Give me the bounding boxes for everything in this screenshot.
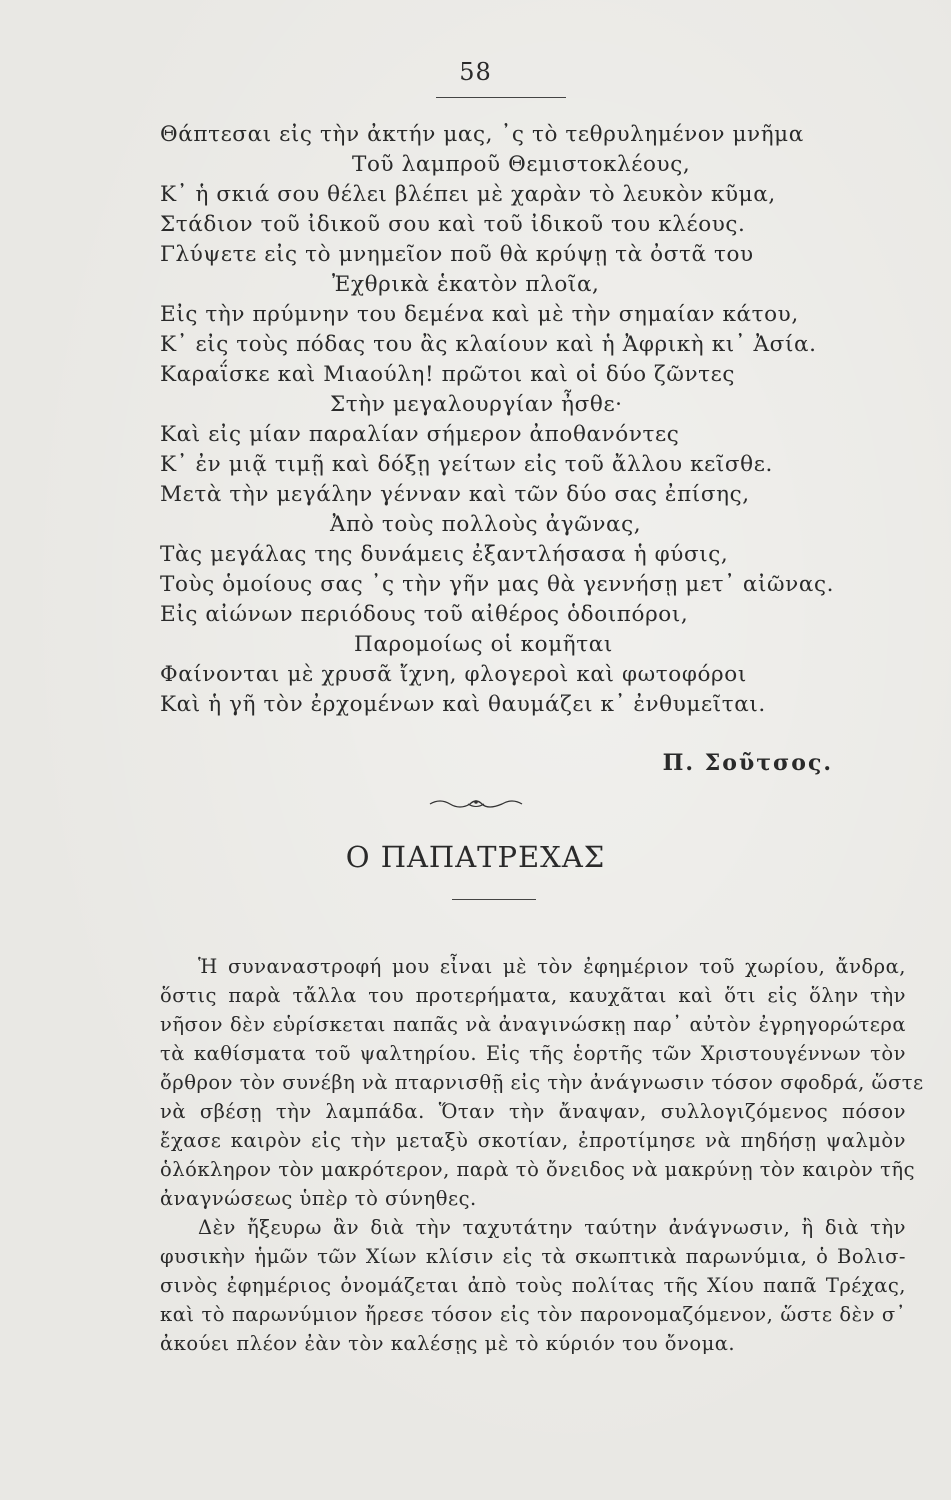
text-line: ἀκούει πλέον ἐὰν τὸν καλέσῃς μὲ τὸ κύριόν του ὄνομα. [160,1332,736,1355]
poem-line: Ἀπὸ τοὺς πολλοὺς ἀγῶνας, [330,512,642,537]
text-line: Δὲν ἤξευρω ἂν διὰ τὴν ταχυτάτην ταύτην ἀνάγνωσιν, ἢ διὰ τὴν [198,1216,906,1239]
story-title: Ο ΠΑΠΑΤΡΕΧΑΣ [345,840,606,874]
paragraph [160,952,924,1213]
poem-line: Κ᾽ εἰς τοὺς πόδας του ἂς κλαίουν καὶ ἡ Ἀφρικὴ κι᾽ Ἀσία. [160,332,817,357]
poem-line: Γλύψετε εἰς τὸ μνημεῖον ποῦ θὰ κρύψῃ τὰ ὀστᾶ του [160,242,754,267]
poem-line: Ἐχθρικὰ ἑκατὸν πλοῖα, [332,272,600,297]
poem-line: Τοὺς ὁμοίους σας ᾽ς τὴν γῆν μας θὰ γεννήσῃ μετ᾽ αἰῶνας. [160,572,835,597]
poem-line: Κ᾽ ἡ σκιά σου θέλει βλέπει μὲ χαρὰν τὸ λευκὸν κῦμα, [160,182,776,207]
story-text [160,952,924,1358]
page-number: 58 [459,58,492,86]
text-line: σινὸς ἐφημέριος ὀνομάζεται ἀπὸ τοὺς πολίτας τῆς Χίου παπᾶ Τρέχας, [160,1274,906,1297]
story-title-rule [452,899,536,900]
poem-signature: Π. Σοῦτσος. [662,750,833,776]
poem-line: Στὴν μεγαλουργίαν ἦσθε· [330,392,623,417]
poem-line: Παρομοίως οἱ κομῆται [354,632,613,657]
page-number-rule [436,97,566,98]
flourish-icon [428,796,524,810]
text-line: τὰ καθίσματα τοῦ ψαλτηρίου. Εἰς τῆς ἑορτῆς τῶν Χριστουγέννων τὸν [160,1042,906,1065]
ornament-divider [0,796,951,810]
poem-line: Εἰς τὴν πρύμνην του δεμένα καὶ μὲ τὴν σημαίαν κάτου, [160,302,799,327]
text-line: ἔχασε καιρὸν εἰς τὴν μεταξὺ σκοτίαν, ἐπροτίμησε νὰ πηδήσῃ ψαλμὸν [160,1129,906,1152]
text-line: ὁλόκληρον τὸν μακρότερον, παρὰ τὸ ὄνειδος νὰ μακρύνῃ τὸν καιρὸν τῆς [160,1158,915,1181]
poem-line: Θάπτεσαι εἰς τὴν ἀκτήν μας, ᾽ς τὸ τεθρυλημένον μνῆμα [160,122,804,147]
poem-line: Μετὰ τὴν μεγάλην γένναν καὶ τῶν δύο σας ἐπίσης, [160,482,750,507]
poem-line: Καραΐσκε καὶ Μιαούλη! πρῶτοι καὶ οἱ δύο ζῶντες [160,362,735,387]
text-line: ἀναγνώσεως ὑπὲρ τὸ σύνηθες. [160,1187,477,1210]
text-line: ὄρθρον τὸν συνέβη νὰ πταρνισθῇ εἰς τὴν ἀνάγνωσιν τόσον σφοδρά, ὥστε [160,1071,924,1094]
text-line: Ἡ συναναστροφή μου εἶναι μὲ τὸν ἐφημέριον τοῦ χωρίου, ἄνδρα, [198,955,906,978]
text-line: φυσικὴν ἡμῶν τῶν Χίων κλίσιν εἰς τὰ σκωπτικὰ παρωνύμια, ὁ Βολισ- [160,1245,906,1268]
paragraph [160,1213,906,1358]
text-line: νῆσον δὲν εὑρίσκεται παπᾶς νὰ ἀναγινώσκῃ παρ᾽ αὐτὸν ἐγρηγορώτερα [160,1013,906,1036]
text-line: καὶ τὸ παρωνύμιον ἤρεσε τόσον εἰς τὸν παρονομαζόμενον, ὥστε δὲν σ᾽ [160,1303,906,1326]
poem-line: Καὶ εἰς μίαν παραλίαν σήμερον ἀποθανόντες [160,422,680,447]
text-line: ὅστις παρὰ τἄλλα του προτερήματα, καυχᾶται καὶ ὅτι εἰς ὅλην τὴν [160,984,906,1007]
poem-line: Φαίνονται μὲ χρυσᾶ ἴχνη, φλογεροὶ καὶ φωτοφόροι [160,662,747,687]
poem-line: Τὰς μεγάλας της δυνάμεις ἐξαντλήσασα ἡ φύσις, [160,542,729,567]
poem-line: Κ᾽ ἐν μιᾷ τιμῇ καὶ δόξῃ γείτων εἰς τοῦ ἄλλου κεῖσθε. [160,452,773,477]
poem-line: Εἰς αἰώνων περιόδους τοῦ αἰθέρος ὁδοιπόροι, [160,602,689,627]
text-line: νὰ σβέσῃ τὴν λαμπάδα. Ὅταν τὴν ἄναψαν, συλλογιζόμενος πόσον [160,1100,906,1123]
poem-line: Τοῦ λαμπροῦ Θεμιστοκλέους, [352,152,691,177]
poem-line: Στάδιον τοῦ ἰδικοῦ σου καὶ τοῦ ἰδικοῦ του κλέους. [160,212,746,237]
poem-line: Καὶ ἡ γῆ τὸν ἐρχομένων καὶ θαυμάζει κ᾽ ἐνθυμεῖται. [160,692,766,717]
